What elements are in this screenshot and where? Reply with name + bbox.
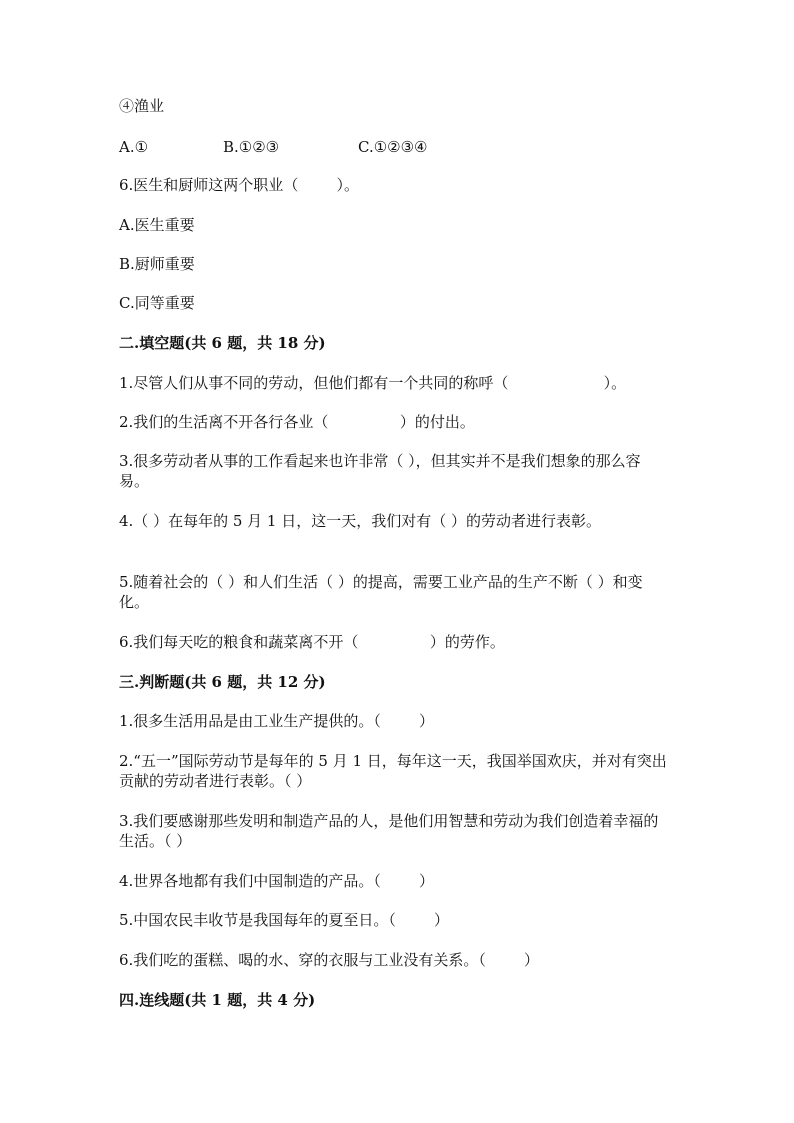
q6-option-b: B.厨师重要 xyxy=(119,255,195,273)
q6-option-c: C.同等重要 xyxy=(119,294,195,312)
fill-question-5: 5.随着社会的（ ）和人们生活（ ）的提高，需要工业产品的生产不断（ ）和变化。 xyxy=(119,573,643,611)
option-item-4: ④渔业 xyxy=(119,97,165,115)
q5-option-c: C.①②③④ xyxy=(358,138,428,156)
judge-question-3: 3.我们要感谢那些发明和制造产品的人，是他们用智慧和劳动为我们创造着幸福的生活。（ ） xyxy=(119,812,659,850)
fill-question-6: 6.我们每天吃的粮食和蔬菜离不开（ ）的劳作。 xyxy=(119,633,505,651)
q5-options-row xyxy=(119,137,459,157)
section-3-heading: 三.判断题(共 6 题，共 12 分) xyxy=(119,673,326,691)
fill-question-1: 1.尽管人们从事不同的劳动，但他们都有一个共同的称呼（ ）。 xyxy=(119,374,627,392)
fill-question-4: 4.（ ）在每年的 5 月 1 日，这一天，我们对有（ ）的劳动者进行表彰。 xyxy=(119,512,602,530)
section-2-heading: 二.填空题(共 6 题，共 18 分) xyxy=(119,334,326,352)
judge-question-1: 1.很多生活用品是由工业生产提供的。（ ） xyxy=(119,712,434,730)
fill-question-3: 3.很多劳动者从事的工作看起来也许非常（ ），但其实并不是我们想象的那么容易。 xyxy=(119,452,641,490)
choice-question-6: 6.医生和厨师这两个职业（ ）。 xyxy=(119,176,359,194)
q5-option-a: A.① xyxy=(119,138,149,156)
judge-question-2: 2.“五一”国际劳动节是每年的 5 月 1 日，每年这一天，我国举国欢庆，并对有突出贡献的劳动者进行表彰。（ ） xyxy=(119,752,667,790)
q6-option-a: A.医生重要 xyxy=(119,216,195,234)
judge-question-6: 6.我们吃的蛋糕、喝的水、穿的衣服与工业没有关系。（ ） xyxy=(119,951,539,969)
section-4-heading: 四.连线题(共 1 题，共 4 分) xyxy=(119,991,316,1009)
judge-question-5: 5.中国农民丰收节是我国每年的夏至日。（ ） xyxy=(119,911,449,929)
q5-option-b: B.①②③ xyxy=(223,138,280,156)
fill-question-2: 2.我们的生活离不开各行各业（ ）的付出。 xyxy=(119,413,475,431)
judge-question-4: 4.世界各地都有我们中国制造的产品。（ ） xyxy=(119,872,434,890)
